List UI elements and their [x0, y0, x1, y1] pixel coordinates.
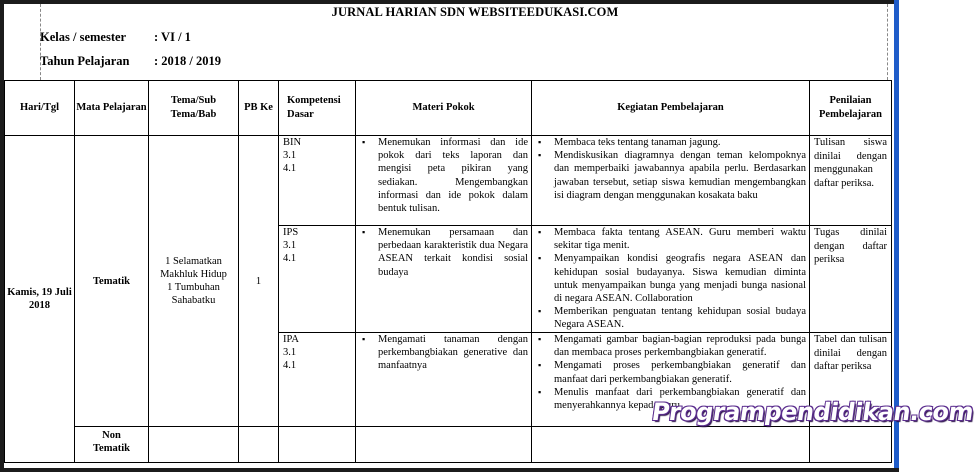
frame-border-bottom	[0, 468, 899, 472]
frame-border-top	[0, 0, 899, 4]
materi-item: ▪ Menemukan informasi dan ide pokok dari teks laporan dan mengisi peta pikiran yang sediakan. Mengembangkan informasi dan ide pokok dalam bentuk tulisan.	[360, 136, 528, 215]
cell-empty	[279, 427, 356, 463]
cell-kd-ips	[279, 226, 356, 333]
cell-penilaian-ips: Tugas dinilai dengan daftar periksa	[810, 226, 892, 333]
kegiatan-item: ▪ Mendiskusikan diagramnya dengan teman kelompoknya dan memperbaiki jawabannya apabila perlu. Berdasarkan jawaban tersebut, setiap siswa kemudian mengembangkan isi diagram dengan menggunakan kosakata baku	[536, 149, 806, 202]
cell-empty	[356, 427, 532, 463]
materi-item: ▪ Menemukan persamaan dan perbedaan karakteristik dua Negara ASEAN terkait kondisi sosial budaya	[360, 226, 528, 279]
cell-empty	[810, 427, 892, 463]
cell-mapel-non-text: Non Tematik	[93, 430, 130, 454]
cell-kegiatan-bin	[532, 136, 810, 226]
cell-penilaian-bin: Tulisan siswa dinilai dengan menggunakan daftar periksa.	[810, 136, 892, 226]
tahun-value: : 2018 / 2019	[154, 54, 222, 68]
header-materi: Materi Pokok	[356, 81, 532, 136]
kegiatan-item: ▪ Membaca fakta tentang ASEAN. Guru memberi waktu sekitar tiga menit.	[536, 226, 806, 252]
table-header-row	[5, 81, 892, 136]
kegiatan-item: ▪ Menyampaikan kondisi geografis negara ASEAN dan kehidupan sosial budayanya. Siswa kemudian diminta untuk menyampaikan bunga yang menjadi bunga nasional di negara ASEAN. Collaboration	[536, 252, 806, 305]
table-row	[5, 427, 892, 463]
header-mapel: Mata Pelajaran	[75, 81, 149, 136]
cell-tema-text: 1 Selamatkan Makhluk Hidup 1 Tumbuhan Sahabatku	[160, 256, 227, 306]
kegiatan-item: ▪ Mengamati proses perkembangbiakan generatif dan manfaat dari perkembangbiakan generatif.	[536, 359, 806, 385]
table-row	[5, 136, 892, 226]
kegiatan-item: ▪ Memberikan penguatan tentang kehidupan sosial budaya Negara ASEAN.	[536, 305, 806, 331]
cell-empty	[149, 427, 239, 463]
kd-subject: IPA	[283, 334, 299, 345]
cell-penilaian-ipa: Tabel dan tulisan dinilai dengan daftar periksa	[810, 333, 892, 427]
kelas-label: Kelas / semester	[40, 30, 127, 44]
cell-empty	[532, 427, 810, 463]
kegiatan-item: ▪ Membaca teks tentang tanaman jagung.	[536, 136, 806, 149]
kd-codes: 3.1 4.1	[283, 347, 297, 371]
cell-kd-ipa	[279, 333, 356, 427]
tahun-label: Tahun Pelajaran	[40, 54, 130, 68]
cell-materi-ips	[356, 226, 532, 333]
materi-item: ▪ Mengamati tanaman dengan perkembangbiakan generative dan manfaatnya	[360, 333, 528, 373]
cell-mapel: Tematik	[75, 136, 149, 427]
header-kegiatan: Kegiatan Pembelajaran	[532, 81, 810, 136]
kd-codes: 3.1 4.1	[283, 240, 297, 264]
document-title: JURNAL HARIAN SDN WEBSITEEDUKASI.COM	[331, 5, 619, 19]
cell-empty	[239, 427, 279, 463]
header-pb: PB Ke	[239, 81, 279, 136]
kelas-value: : VI / 1	[154, 30, 191, 44]
cell-hari: Kamis, 19 Juli 2018	[5, 136, 75, 463]
cell-kd-bin	[279, 136, 356, 226]
kegiatan-item: ▪ Mengamati gambar bagian-bagian reproduksi pada bunga dan membaca proses perkembangbiakan generatif.	[536, 333, 806, 359]
header-tema: Tema/Sub Tema/Bab	[149, 81, 239, 136]
cell-tema	[149, 136, 239, 427]
cell-mapel-non	[75, 427, 149, 463]
watermark: Programpendidikan.com	[650, 398, 975, 426]
cell-materi-ipa	[356, 333, 532, 427]
cell-materi-bin	[356, 136, 532, 226]
cell-pb: 1	[239, 136, 279, 427]
kd-subject: BIN	[283, 137, 302, 148]
kd-subject: IPS	[283, 227, 299, 238]
cell-kegiatan-ips	[532, 226, 810, 333]
kegiatan-item: ▪ Menulis manfaat dari perkembangbiakan generatif dan menyerahkannya kepada guru.	[536, 386, 806, 412]
header-hari: Hari/Tgl	[5, 81, 75, 136]
header-penilaian: Penilaian Pembelajaran	[810, 81, 892, 136]
margin-guide-right	[887, 4, 888, 80]
kd-codes: 3.1 4.1	[283, 150, 297, 174]
header-kd: Kompetensi Dasar	[279, 81, 356, 136]
